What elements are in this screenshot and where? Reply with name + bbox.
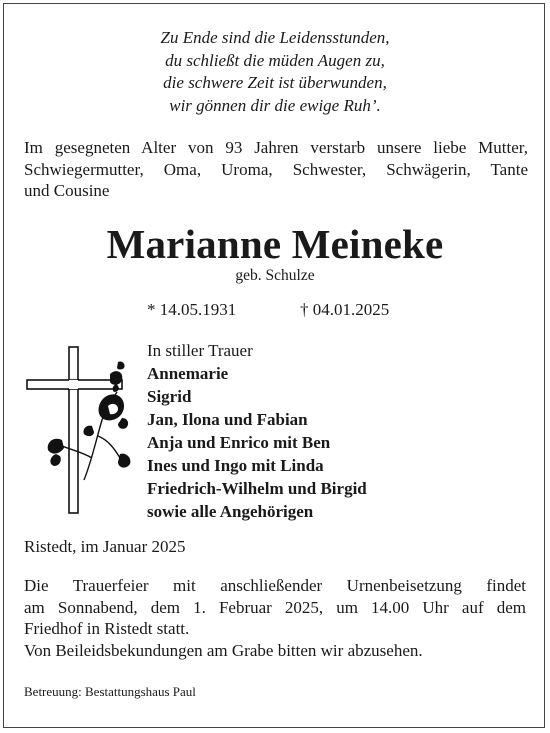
death-date: † 04.01.2025 (300, 300, 390, 319)
poem (0, 27, 550, 117)
place-and-date: Ristedt, im Januar 2025 (24, 537, 186, 556)
poem-line: Zu Ende sind die Leidensstunden, (160, 28, 390, 47)
intro-text (24, 137, 528, 202)
mourner-name: Anja und Enrico mit Ben (147, 433, 331, 452)
poem-line: wir gönnen dir die ewige Ruh’. (169, 95, 381, 115)
intro-line: Schwiegermutter, Oma, Uroma, Schwester, Schwägerin, Tante (24, 159, 528, 179)
mourners-list (147, 339, 367, 523)
mourner-name: Jan, Ilona und Fabian (147, 410, 308, 429)
maiden-name: geb. Schulze (235, 267, 315, 284)
service-line: am Sonnabend, dem 1. Februar 2025, um 14.00 Uhr auf dem (24, 597, 526, 617)
funeral-home-credit: Betreuung: Bestattungshaus Paul (24, 684, 196, 699)
mourner-name: Sigrid (147, 387, 192, 406)
deceased-name: Marianne Meineke (106, 221, 444, 267)
intro-line: Im gesegneten Alter von 93 Jahren verstarb unsere liebe Mutter, (24, 138, 528, 157)
birth-date: * 14.05.1931 (147, 300, 237, 319)
poem-line: du schließt die müden Augen zu, (165, 50, 385, 70)
mourner-name: Friedrich-Wilhelm und Birgid (147, 479, 367, 498)
poem-line: die schwere Zeit ist überwunden, (163, 73, 387, 92)
service-line: Die Trauerfeier mit anschließender Urnenbeisetzung findet (24, 576, 526, 595)
cross-with-rose-icon (22, 340, 142, 520)
intro-line: und Cousine (24, 181, 110, 200)
service-line: Von Beileidsbekundungen am Grabe bitten wir abzusehen. (24, 640, 423, 660)
service-line: Friedhof in Ristedt statt. (24, 619, 190, 638)
mourner-name: sowie alle Angehörigen (147, 502, 314, 521)
mourner-name: Ines und Ingo mit Linda (147, 456, 324, 475)
mourner-name: Annemarie (147, 364, 229, 383)
mourners-heading: In stiller Trauer (147, 341, 253, 360)
service-info (24, 575, 526, 661)
